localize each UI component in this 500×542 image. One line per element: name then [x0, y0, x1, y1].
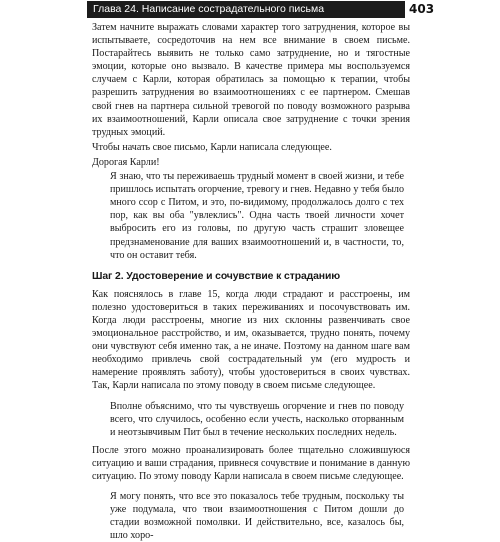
- running-header: [87, 1, 405, 18]
- page-number: 403: [409, 2, 435, 16]
- paragraph-validation: Как пояснялось в главе 15, когда люди страдают и расстроены, им полезно удостовериться в таких переживаниях и посочувствовать им. Когда люди расстроены, многие из них склонны развенчивать свое эмоциональное расстройство, и им, оказывается, трудно понять, почему они чувствуют себя именно так, а не иначе. Поэтому на данном шаге вам необходимо привлечь свой сострадательный ум (его мудрость и намерение проявлять заботу), чтобы удостовериться в своих чувствах. Так, Карли написала по этому поводу в своем письме следующее.: [92, 288, 410, 392]
- letter-quote-3: Я могу понять, что все это показалось тебе трудным, поскольку ты уже подумала, что твои взаимоотношения с Питом дошли до стадии возможной помолвки. И действительно, все, казалось бы, шло хоро-: [110, 491, 404, 542]
- letter-quote-2: Вполне объяснимо, что ты чувствуешь огорчение и гнев по поводу всего, что случилось, особенно если учесть, насколько оторванным и неотзывчивым Пит был в течение нескольких последних недель.: [110, 400, 404, 438]
- chapter-title: Глава 24. Написание сострадательного письма: [93, 3, 325, 15]
- letter-greeting: Дорогая Карли!: [92, 156, 160, 168]
- page-body: [92, 21, 410, 542]
- paragraph-lead-in: Чтобы начать свое письмо, Карли написала следующее.: [92, 141, 332, 153]
- paragraph-intro: Затем начните выражать словами характер того затруднения, которое вы испытываете, сосредоточив на нем все внимание в своем письме. Постарайтесь выявить не только само затруднение, но и тягостные эмоции, которые оно вызвало. В качестве примера мы воспользуемся случаем с Карли, которая обратилась за помощью к терапии, чтобы разрешить затруднения во взаимоотношениях с ее партнером. Смешав свой гнев на партнера сильной тревогой по поводу возможного разрыва их взаимоотношений, Карли описала свое затруднение с точки зрения трудных эмоций.: [92, 22, 410, 138]
- section-heading: Шаг 2. Удостоверение и сочувствие к страданию: [92, 270, 341, 282]
- paragraph-analysis: После этого можно проанализировать более тщательно сложившуюся ситуацию и ваши страдания, привнеся сочувствие и понимание в данную ситуацию. По этому поводу Карли написала в своем письме следующее.: [92, 444, 410, 482]
- letter-quote-1: Я знаю, что ты переживаешь трудный момент в своей жизни, и тебе пришлось испытать огорчение, тревогу и гнев. Недавно у тебя было много ссор с Питом, и это, по-видимому, продолжалось долго с тех пор, как вы оба "увлеклись". Одна часть твоей личности хочет выбросить его из головы, по другую часть страшит зловещее предзнаменование для ваших взаимоотношений и, в частности, то, что он оставит тебя.: [110, 171, 404, 261]
